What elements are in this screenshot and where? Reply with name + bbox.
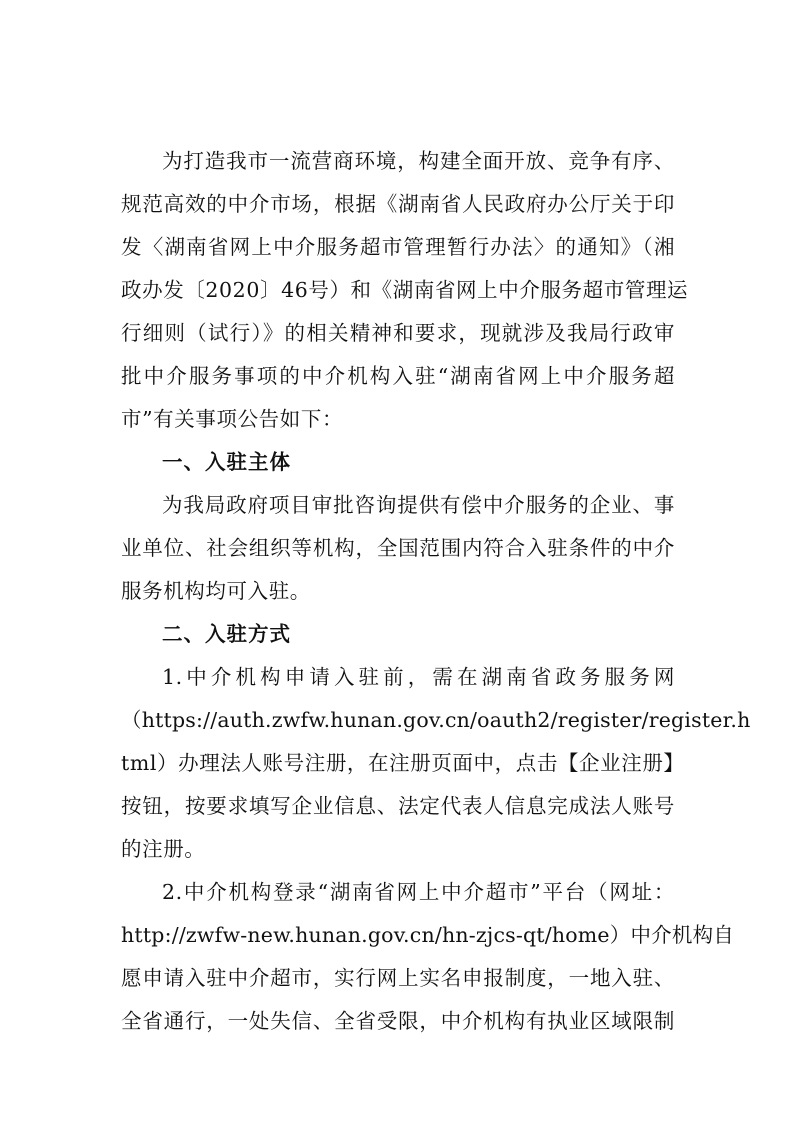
text-line: 为打造我市一流营商环境，构建全面开放、竞争有序、 (162, 149, 675, 173)
text-line: 2.中介机构登录“湖南省网上中介超市”平台（网址： (162, 880, 675, 904)
text-line: 服务机构均可入驻。 (121, 579, 311, 603)
text-line: 政办发〔2020〕46号）和《湖南省网上中介服务超市管理运 (121, 278, 689, 302)
url-line: http://zwfw-new.hunan.gov.cn/hn-zjcs-qt/home）中介机构自 (121, 923, 734, 947)
text-line: 发〈湖南省网上中介服务超市管理暂行办法〉的通知》（湘 (121, 235, 675, 259)
text-line: 行细则（试行）》的相关精神和要求，现就涉及我局行政审 (121, 321, 675, 345)
section-heading: 二、入驻方式 (162, 622, 291, 646)
text-line: 批中介服务事项的中介机构入驻“湖南省网上中介服务超 (121, 364, 675, 388)
text-line: 愿申请入驻中介超市，实行网上实名申报制度，一地入驻、 (121, 966, 675, 990)
text-line: 的注册。 (121, 837, 206, 861)
text-line: tml）办理法人账号注册，在注册页面中，点击【企业注册】 (121, 751, 685, 775)
text-line: 业单位、社会组织等机构，全国范围内符合入驻条件的中介 (121, 536, 675, 560)
text-line: 市”有关事项公告如下： (121, 407, 344, 431)
text-line: 1.中介机构申请入驻前，需在湖南省政务服务网 (162, 665, 675, 689)
text-line: 规范高效的中介市场，根据《湖南省人民政府办公厅关于印 (121, 192, 675, 216)
url-line: （https://auth.zwfw.hunan.gov.cn/oauth2/register/register.h (121, 708, 751, 732)
text-line: 为我局政府项目审批咨询提供有偿中介服务的企业、事 (162, 493, 675, 517)
section-heading: 一、入驻主体 (162, 450, 291, 474)
text-line: 按钮，按要求填写企业信息、法定代表人信息完成法人账号 (121, 794, 675, 818)
text-line: 全省通行，一处失信、全省受限，中介机构有执业区域限制 (121, 1009, 675, 1033)
